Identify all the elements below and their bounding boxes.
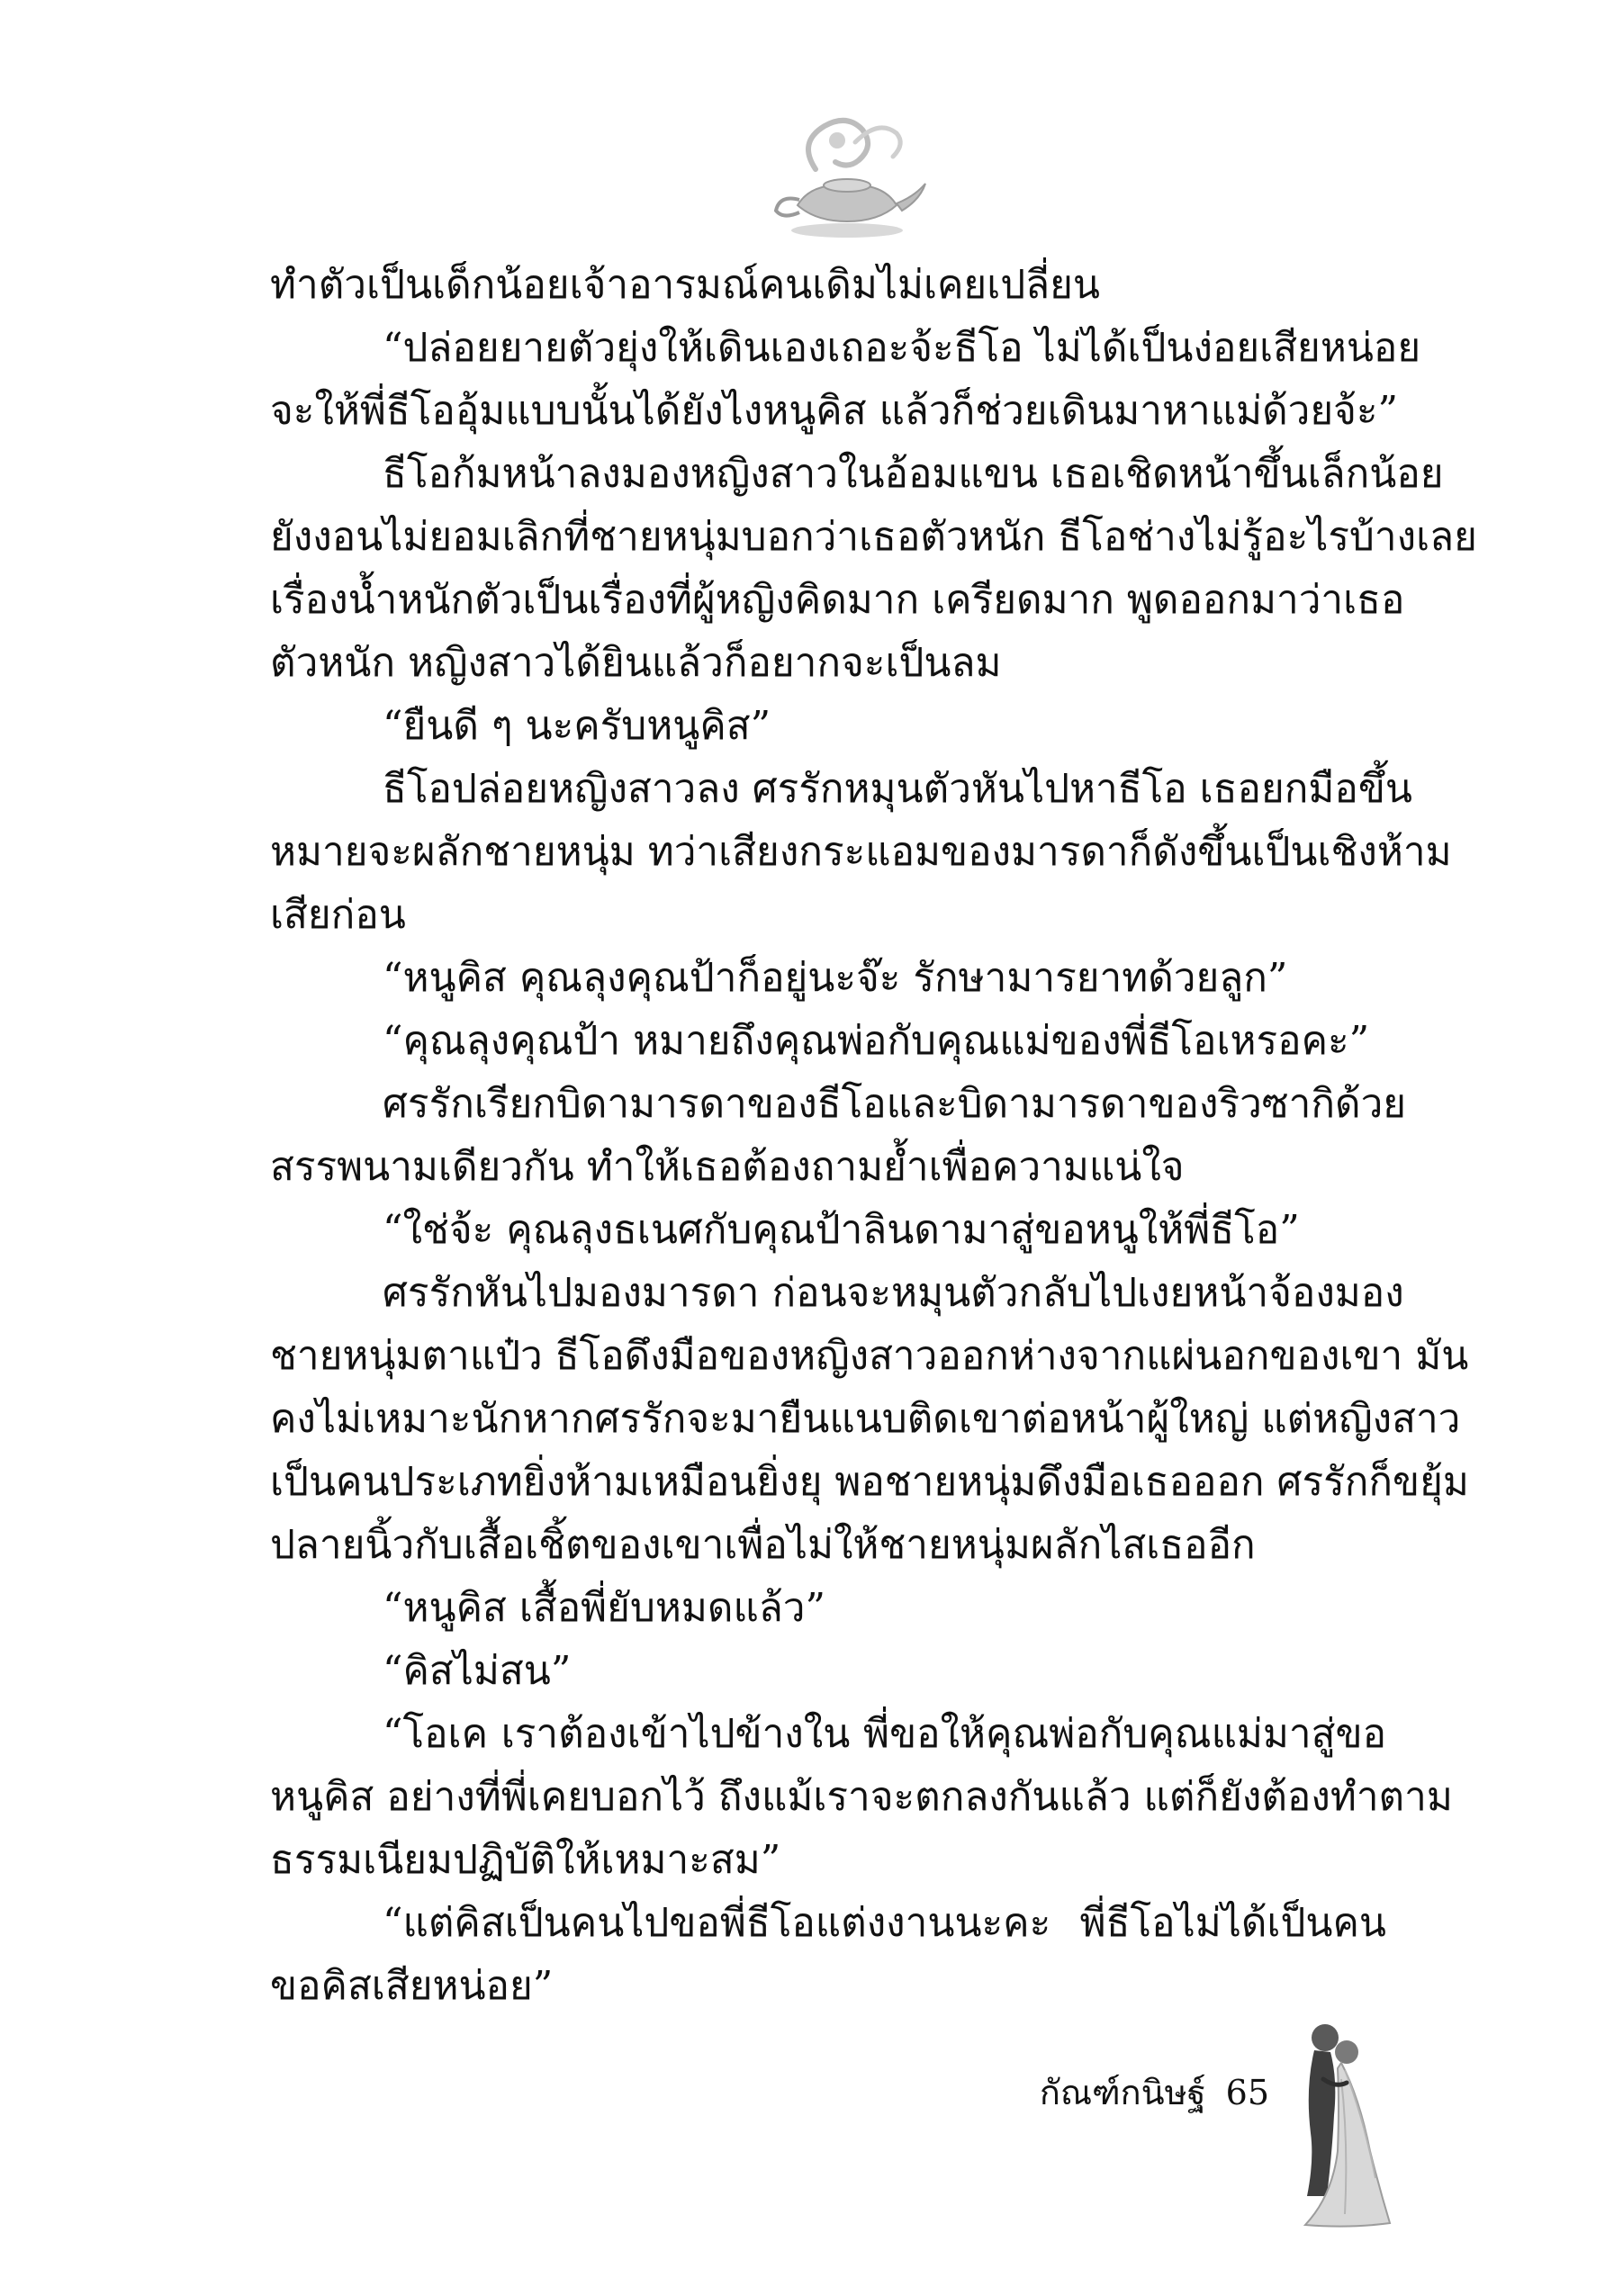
text-line: ยังงอนไม่ยอมเลิกที่ชายหนุ่มบอกว่าเธอตัวหนัก ธีโอช่างไม่รู้อะไรบ้างเลย [270,514,1477,560]
text-line: ชายหนุ่มตาแป๋ว ธีโอดึงมือของหญิงสาวออกห่างจากแผ่นอกของเขา มัน [270,1333,1469,1379]
text-line: “ใช่จ้ะ คุณลุงธเนศกับคุณป้าลินดามาสู่ขอหนูให้พี่ธีโอ” [383,1207,1300,1253]
text-line: ทำตัวเป็นเด็กน้อยเจ้าอารมณ์คนเดิมไม่เคยเปลี่ยน [270,262,1101,308]
text-line: หนูคิส อย่างที่พี่เคยบอกไว้ ถึงแม้เราจะตกลงกันแล้ว แต่ก็ยังต้องทำตาม [270,1774,1453,1820]
text-line: จะให้พี่ธีโออุ้มแบบนั้นได้ยังไงหนูคิส แล้วก็ช่วยเดินมาหาแม่ด้วยจ้ะ” [270,388,1399,434]
text-line: เป็นคนประเภทยิ่งห้ามเหมือนยิ่งยุ พอชายหนุ่มดึงมือเธอออก ศรรักก็ขยุ้ม [270,1459,1469,1505]
text-line: “หนูคิส เสื้อพี่ยับหมดแล้ว” [383,1585,825,1631]
text-line: สรรพนามเดียวกัน ทำให้เธอต้องถามย้ำเพื่อความแน่ใจ [270,1144,1185,1190]
magic-lamp-icon [762,106,933,241]
author-name: กัณฑ์กนิษฐ์ [1039,2073,1206,2112]
wedding-couple-icon [1269,2016,1395,2232]
text-line: “คิสไม่สน” [383,1648,572,1694]
text-line: “โอเค เราต้องเข้าไปข้างใน พี่ขอให้คุณพ่อกับคุณแม่มาสู่ขอ [383,1711,1386,1757]
text-line: “ยืนดี ๆ นะครับหนูคิส” [383,703,771,749]
text-line: เรื่องน้ำหนักตัวเป็นเรื่องที่ผู้หญิงคิดมาก เครียดมาก พูดออกมาว่าเธอ [270,577,1405,623]
text-line: ตัวหนัก หญิงสาวได้ยินแล้วก็อยากจะเป็นลม [270,640,1002,686]
text-line: “คุณลุงคุณป้า หมายถึงคุณพ่อกับคุณแม่ของพี่ธีโอเหรอคะ” [383,1018,1370,1064]
text-line: ปลายนิ้วกับเสื้อเชิ้ตของเขาเพื่อไม่ให้ชายหนุ่มผลักไสเธออีก [270,1522,1256,1568]
text-line: “ปล่อยยายตัวยุ่งให้เดินเองเถอะจ้ะธีโอ ไม่ได้เป็นง่อยเสียหน่อย [383,325,1421,371]
text-line: ธีโอปล่อยหญิงสาวลง ศรรักหมุนตัวหันไปหาธีโอ เธอยกมือขึ้น [383,766,1412,812]
text-line: ธรรมเนียมปฏิบัติให้เหมาะสม” [270,1837,781,1883]
text-line: เสียก่อน [270,892,406,938]
text-line: ศรรักหันไปมองมารดา ก่อนจะหมุนตัวกลับไปเงยหน้าจ้องมอง [383,1270,1404,1316]
text-line: หมายจะผลักชายหนุ่ม ทว่าเสียงกระแอมของมารดาก็ดังขึ้นเป็นเชิงห้าม [270,829,1452,875]
page-footer [1035,2061,1269,2124]
page-number: 65 [1225,2073,1269,2112]
text-line: คงไม่เหมาะนักหากศรรักจะมายืนแนบติดเขาต่อหน้าผู้ใหญ่ แต่หญิงสาว [270,1396,1461,1442]
text-line: ขอคิสเสียหน่อย” [270,1963,554,2009]
text-line: ศรรักเรียกบิดามารดาของธีโอและบิดามารดาของริวซากิด้วย [383,1081,1407,1127]
body-text [270,254,1477,2018]
text-line: “หนูคิส คุณลุงคุณป้าก็อยู่นะจ๊ะ รักษามารยาทด้วยลูก” [383,955,1288,1001]
text-line: “แต่คิสเป็นคนไปขอพี่ธีโอแต่งงานนะคะ พี่ธีโอไม่ได้เป็นคน [383,1900,1386,1946]
text-line: ธีโอก้มหน้าลงมองหญิงสาวในอ้อมแขน เธอเชิดหน้าขึ้นเล็กน้อย [383,451,1444,497]
